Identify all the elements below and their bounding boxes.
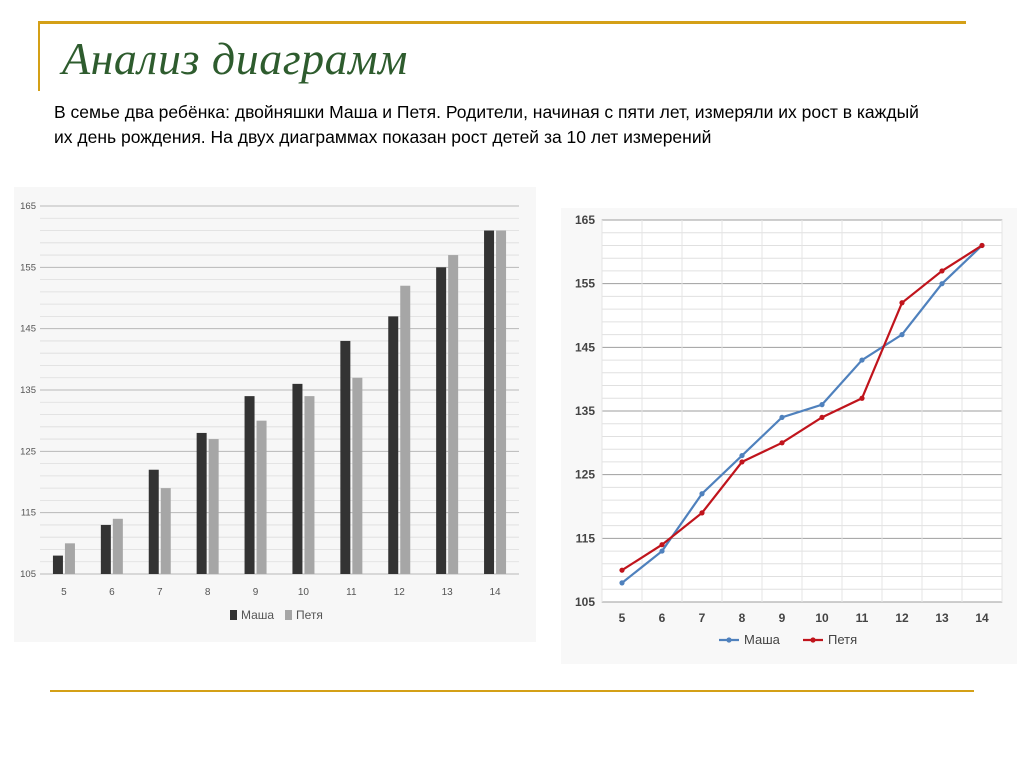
- bar-y-tick-label: 145: [20, 323, 36, 335]
- line-point-petya: [899, 300, 904, 305]
- bar-x-tick-label: 8: [204, 587, 211, 598]
- bar-x-tick-label: 9: [252, 587, 259, 598]
- bar-petya: [209, 439, 219, 574]
- bar-y-tick-label: 135: [20, 385, 36, 396]
- bar-chart-panel: [14, 187, 536, 642]
- bar-petya: [400, 286, 410, 574]
- bar-y-tick-label: 165: [20, 201, 36, 212]
- bar-legend-label: Маша: [241, 608, 275, 622]
- bar-y-tick-label: 105: [20, 569, 36, 580]
- line-chart-panel: [561, 208, 1017, 664]
- line-legend-marker: [810, 637, 815, 642]
- bar-legend-label: Петя: [296, 608, 323, 622]
- line-point-petya: [859, 396, 864, 401]
- line-point-petya: [699, 510, 704, 515]
- slide-title: Анализ диаграмм: [62, 33, 408, 84]
- line-x-tick-label: 8: [738, 611, 746, 625]
- line-y-tick-label: 165: [574, 213, 595, 227]
- bar-masha: [484, 231, 494, 574]
- bar-petya: [113, 519, 123, 574]
- line-point-petya: [979, 243, 984, 248]
- line-x-tick-label: 10: [815, 611, 829, 625]
- intro-text: В семье два ребёнка: двойняшки Маша и Петя. Родители, начиная с пяти лет, измеряли их рост в каждый их день рождения. На двух диаграммах показан рост детей за 10 лет измерений: [54, 102, 919, 147]
- line-point-petya: [819, 415, 824, 420]
- bar-masha: [101, 525, 111, 574]
- line-chart: [561, 208, 1017, 664]
- line-y-tick-label: 105: [574, 595, 595, 609]
- line-x-tick-label: 14: [975, 611, 989, 625]
- line-x-tick-label: 7: [698, 611, 706, 625]
- bar-x-tick-label: 7: [156, 587, 163, 598]
- line-legend-label: Маша: [744, 632, 780, 647]
- bar-y-tick-label: 125: [20, 446, 36, 458]
- line-point-masha: [739, 453, 744, 458]
- bar-masha: [388, 316, 398, 574]
- bar-x-tick-label: 10: [297, 587, 310, 598]
- line-x-tick-label: 12: [895, 611, 909, 625]
- line-x-tick-label: 11: [855, 611, 869, 625]
- line-point-masha: [619, 580, 624, 585]
- line-x-tick-label: 9: [778, 611, 786, 625]
- bar-x-tick-label: 5: [61, 587, 67, 598]
- line-y-tick-label: 115: [575, 531, 595, 546]
- line-y-tick-label: 145: [574, 340, 595, 355]
- line-point-petya: [739, 459, 744, 464]
- bar-masha: [245, 396, 255, 574]
- bar-petya: [65, 543, 75, 574]
- line-point-petya: [659, 542, 664, 547]
- line-point-petya: [619, 568, 624, 573]
- bar-petya: [161, 488, 171, 574]
- bar-masha: [340, 341, 350, 574]
- line-point-masha: [819, 402, 824, 407]
- line-x-tick-label: 13: [935, 611, 949, 625]
- line-x-tick-label: 6: [658, 611, 666, 625]
- line-y-tick-label: 155: [574, 276, 595, 291]
- bar-petya: [352, 378, 362, 574]
- line-legend-label: Петя: [828, 632, 858, 647]
- line-point-masha: [699, 491, 704, 496]
- line-point-masha: [659, 548, 664, 553]
- bar-petya: [448, 255, 458, 574]
- line-point-masha: [939, 281, 944, 286]
- line-point-masha: [779, 415, 784, 420]
- bar-masha: [149, 470, 159, 574]
- bar-masha: [292, 384, 302, 574]
- line-legend-marker: [726, 637, 731, 642]
- bar-legend-swatch: [230, 610, 237, 620]
- bar-x-tick-label: 6: [109, 587, 115, 598]
- line-point-masha: [899, 332, 904, 337]
- bar-x-tick-label: 12: [393, 587, 405, 598]
- line-y-tick-label: 135: [574, 404, 595, 418]
- left-accent-rule: [38, 21, 40, 91]
- bar-petya: [257, 421, 267, 574]
- bar-legend-swatch: [285, 610, 292, 620]
- bar-chart: [14, 187, 536, 642]
- line-y-tick-label: 125: [574, 467, 595, 482]
- top-accent-rule: [38, 21, 966, 24]
- bar-masha: [197, 433, 207, 574]
- line-x-tick-label: 5: [618, 611, 626, 625]
- line-point-masha: [859, 357, 864, 362]
- bar-y-tick-label: 115: [20, 507, 36, 519]
- bar-masha: [436, 267, 446, 574]
- bar-petya: [496, 231, 506, 574]
- bar-x-tick-label: 13: [441, 587, 453, 598]
- bar-x-tick-label: 11: [346, 587, 357, 598]
- bottom-accent-rule: [50, 690, 974, 692]
- bar-petya: [304, 396, 314, 574]
- line-point-petya: [939, 268, 944, 273]
- bar-masha: [53, 556, 63, 574]
- line-point-petya: [779, 440, 784, 445]
- bar-x-tick-label: 14: [489, 587, 501, 598]
- bar-y-tick-label: 155: [20, 262, 36, 274]
